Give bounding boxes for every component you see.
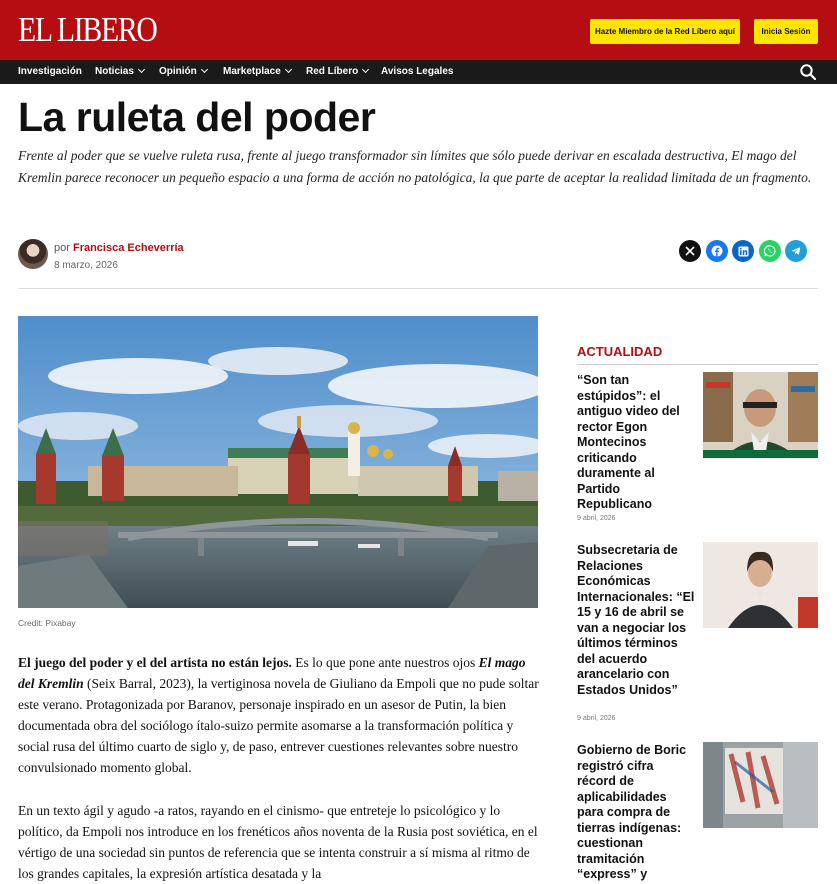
nav-label: Opinión xyxy=(159,66,197,77)
sidebar-story-title[interactable]: “Son tan estúpidos”: el antiguo video del rector Egon Montecinos criticando duramente al Partido Republicano xyxy=(577,373,680,511)
become-member-button[interactable]: Hazte Miembro de la Red Líbero aquí xyxy=(590,19,740,44)
nav-item-red-libero[interactable] xyxy=(306,60,368,84)
nav-label: Red Líbero xyxy=(306,66,359,77)
chevron-down-icon xyxy=(201,66,208,73)
chevron-down-icon xyxy=(285,66,292,73)
nav-label: Noticias xyxy=(95,66,134,77)
story-thumbnail[interactable] xyxy=(703,542,818,628)
story-thumbnail[interactable] xyxy=(703,742,818,828)
by-prefix: por xyxy=(54,242,70,254)
telegram-icon[interactable] xyxy=(785,240,807,262)
site-logo[interactable]: EL LIBERO xyxy=(18,10,157,49)
chevron-down-icon xyxy=(138,66,145,73)
lead-sentence: El juego del poder y el del artista no están lejos. xyxy=(18,655,292,670)
article-paragraph-2: En un texto ágil y agudo -a ratos, rayando en el cinismo- que entreteje lo psicológico y lo político, da Empoli nos introduce en los frenéticos años noventa de la Rusia post soviética, en el vértigo de una sociedad sin puntos de referencia que se intenta construir a sí misma al ritmo de los grandes capitales, la expresión artística desatada y la xyxy=(18,803,538,881)
nav-label: Marketplace xyxy=(223,66,281,77)
login-button[interactable]: Inicia Sesión xyxy=(754,19,818,44)
paragraph-text: Es lo que pone ante nuestros ojos xyxy=(291,655,479,670)
main-nav xyxy=(0,60,837,84)
whatsapp-icon[interactable] xyxy=(759,240,781,262)
nav-label: Avisos Legales xyxy=(381,66,454,77)
sidebar-story-date: 9 abril, 2026 xyxy=(577,515,616,522)
sidebar-story-date: 9 abril, 2026 xyxy=(577,715,616,722)
sidebar-story-title[interactable]: Subsecretaria de Relaciones Económicas Internacionales: “El 15 y 16 de abril se van a negociar los últimos términos del acuerdo arancelario con Estados Unidos” xyxy=(577,543,695,697)
search-icon[interactable] xyxy=(799,63,817,81)
nav-item-avisos-legales[interactable] xyxy=(381,60,453,84)
sidebar-story-title[interactable]: Gobierno de Boric registró cifra récord de aplicabilidades para compra de tierras indígenas: cuestionan tramitación “express” y xyxy=(577,743,687,881)
author-byline xyxy=(54,242,184,254)
author-name-link[interactable]: Francisca Echeverría xyxy=(72,242,184,254)
nav-label: Investigación xyxy=(18,66,82,77)
chevron-down-icon xyxy=(362,66,369,73)
nav-item-investigacion[interactable] xyxy=(18,60,82,84)
image-credit: Credit: Pixabay xyxy=(18,618,76,628)
article-paragraph-1 xyxy=(18,652,540,778)
hero-image-kremlin xyxy=(18,316,538,608)
author-avatar[interactable] xyxy=(18,239,48,269)
header-divider xyxy=(18,288,818,289)
story-thumbnail[interactable] xyxy=(703,372,818,458)
facebook-icon[interactable] xyxy=(706,240,728,262)
linkedin-icon[interactable] xyxy=(732,240,754,262)
nav-item-marketplace[interactable] xyxy=(223,60,291,84)
nav-item-noticias[interactable] xyxy=(95,60,144,84)
paragraph-text: (Seix Barral, 2023), la vertiginosa novela de Giuliano da Empoli que no pude soltar este verano. Protagonizada por Baranov, personaje inspirado en un asesor de Putin, la bien documentada obra del sociólogo ítalo-suizo permite asomarse a la transformación política y social rusa del último cuarto de siglo y, de paso, entrever cuestiones relevantes sobre nuestro convulsionado momento global. xyxy=(18,676,539,775)
publish-date: 8 marzo, 2026 xyxy=(54,260,118,271)
sidebar-divider xyxy=(577,364,818,365)
book-title: El mago del Kremlin xyxy=(18,655,526,691)
top-header-bar xyxy=(0,0,837,60)
nav-item-opinion[interactable] xyxy=(159,60,207,84)
article-title: La ruleta del poder xyxy=(18,94,376,140)
article-subtitle: Frente al poder que se vuelve ruleta rusa, frente al juego transformador sin límites que sólo puede derivar en escalada destructiva, El mago del Kremlin parece reconocer un pequeño espacio a una forma de acción no patológica, la que parte de aceptar la realidad limitada de un fragmento. xyxy=(18,148,812,185)
sidebar-heading: ACTUALIDAD xyxy=(577,344,663,359)
x-icon[interactable] xyxy=(679,240,701,262)
